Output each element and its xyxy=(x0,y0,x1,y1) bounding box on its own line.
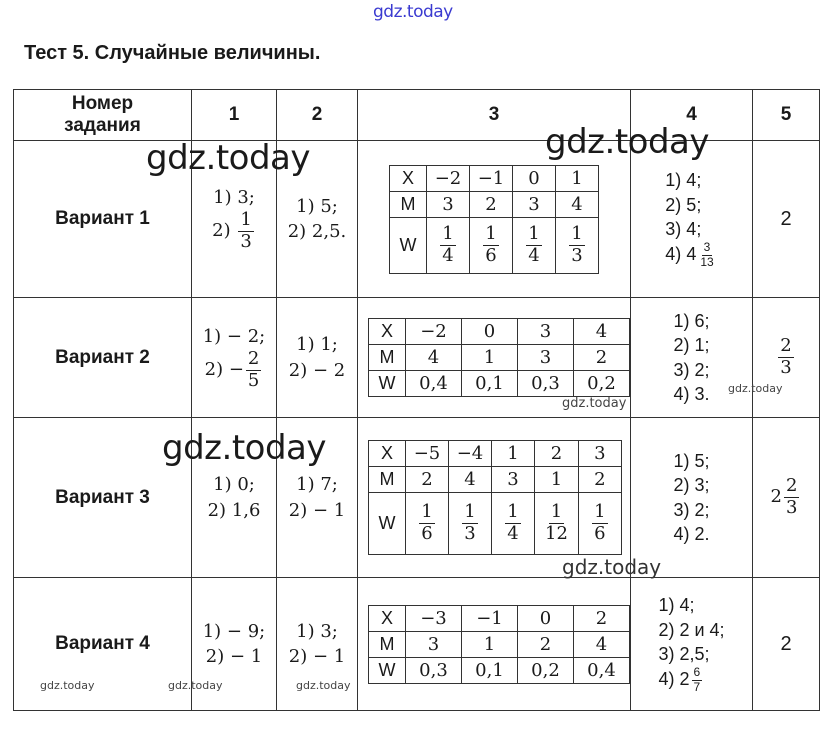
answer-q4: 1) 5; 2) 3; 3) 2; 4) 2. xyxy=(631,418,753,578)
variant-label: Вариант 4 xyxy=(14,578,192,711)
header-1: 1 xyxy=(192,90,277,141)
answer-q1: 1) 3; 2) $\frac{1}{3}$ xyxy=(192,141,277,298)
header-task-number: Номер задания xyxy=(14,90,192,141)
answer-q2: 1) 5; 2) 2,5. xyxy=(277,141,358,298)
answers-table xyxy=(13,89,820,711)
answer-q5: 2 xyxy=(753,141,820,298)
watermark: gdz.today xyxy=(146,138,310,178)
variant-label: Вариант 2 xyxy=(14,298,192,418)
answer-q3 xyxy=(358,418,631,578)
answer-q4: 1) 4; 2) 5; 3) 4; 4) 4 $\frac{3}{13}$ xyxy=(631,141,753,298)
header-5: 5 xyxy=(753,90,820,141)
variant-label: Вариант 3 xyxy=(14,418,192,578)
distribution-table: X −2 −1 0 1 M 3 2 3 4 W $\frac{1}{4}$ $\frac{1}{6}$ $\frac{1}{4}$ $\frac{1}{3}$ xyxy=(389,165,599,274)
watermark: gdz.today xyxy=(545,122,709,162)
distribution-table: X −2 0 3 4 M 4 1 3 2 W 0,4 0,1 0,3 0,2 xyxy=(368,318,630,397)
watermark: gdz.today xyxy=(162,428,326,468)
answer-q4: 1) 4; 2) 2 и 4; 3) 2,5; 4) 2 $\frac{6}{7}$ xyxy=(631,578,753,711)
header-2: 2 xyxy=(277,90,358,141)
answer-q1: 1) − 2; 2) − $\frac{2}{5}$ xyxy=(192,298,277,418)
header-3: 3 xyxy=(358,90,631,141)
watermark: gdz.today xyxy=(296,679,351,692)
distribution-table: X −3 −1 0 2 M 3 1 2 4 W 0,3 0,1 0,2 0,4 xyxy=(368,605,630,684)
watermark: gdz.today xyxy=(40,679,95,692)
answer-q3 xyxy=(358,298,631,418)
variant-row-1 xyxy=(14,141,820,298)
page-title: Тест 5. Случайные величины. xyxy=(24,42,321,64)
watermark-top: gdz.today xyxy=(373,2,453,22)
header-4: 4 xyxy=(631,90,753,141)
distribution-table: X −5 −4 1 2 3 M 2 4 3 1 2 W $\frac{1}{6}$ $\frac{1}{3}$ $\frac{1}{4}$ $\frac{1}{12}$ $\frac{1}{6}$ xyxy=(368,440,622,555)
answer-q4: 1) 6; 2) 1; 3) 2; 4) 3. xyxy=(631,298,753,418)
variant-row-4 xyxy=(14,578,820,711)
answer-q1: 1) − 9; 2) − 1 xyxy=(192,578,277,711)
watermark: gdz.today xyxy=(562,396,627,411)
answer-q5: 2 xyxy=(753,578,820,711)
watermark: gdz.today xyxy=(728,382,783,395)
variant-row-2 xyxy=(14,298,820,418)
answer-q2: 1) 3; 2) − 1 xyxy=(277,578,358,711)
answer-q3 xyxy=(358,141,631,298)
answer-q5: $\frac{2}{3}$ xyxy=(753,298,820,418)
watermark: gdz.today xyxy=(562,555,662,579)
answer-q2: 1) 7; 2) − 1 xyxy=(277,418,358,578)
variant-row-3 xyxy=(14,418,820,578)
variant-label: Вариант 1 xyxy=(14,141,192,298)
answer-q1: 1) 0; 2) 1,6 xyxy=(192,418,277,578)
answer-q5: 2 $\frac{2}{3}$ xyxy=(753,418,820,578)
answer-q3 xyxy=(358,578,631,711)
watermark: gdz.today xyxy=(168,679,223,692)
answer-q2: 1) 1; 2) − 2 xyxy=(277,298,358,418)
